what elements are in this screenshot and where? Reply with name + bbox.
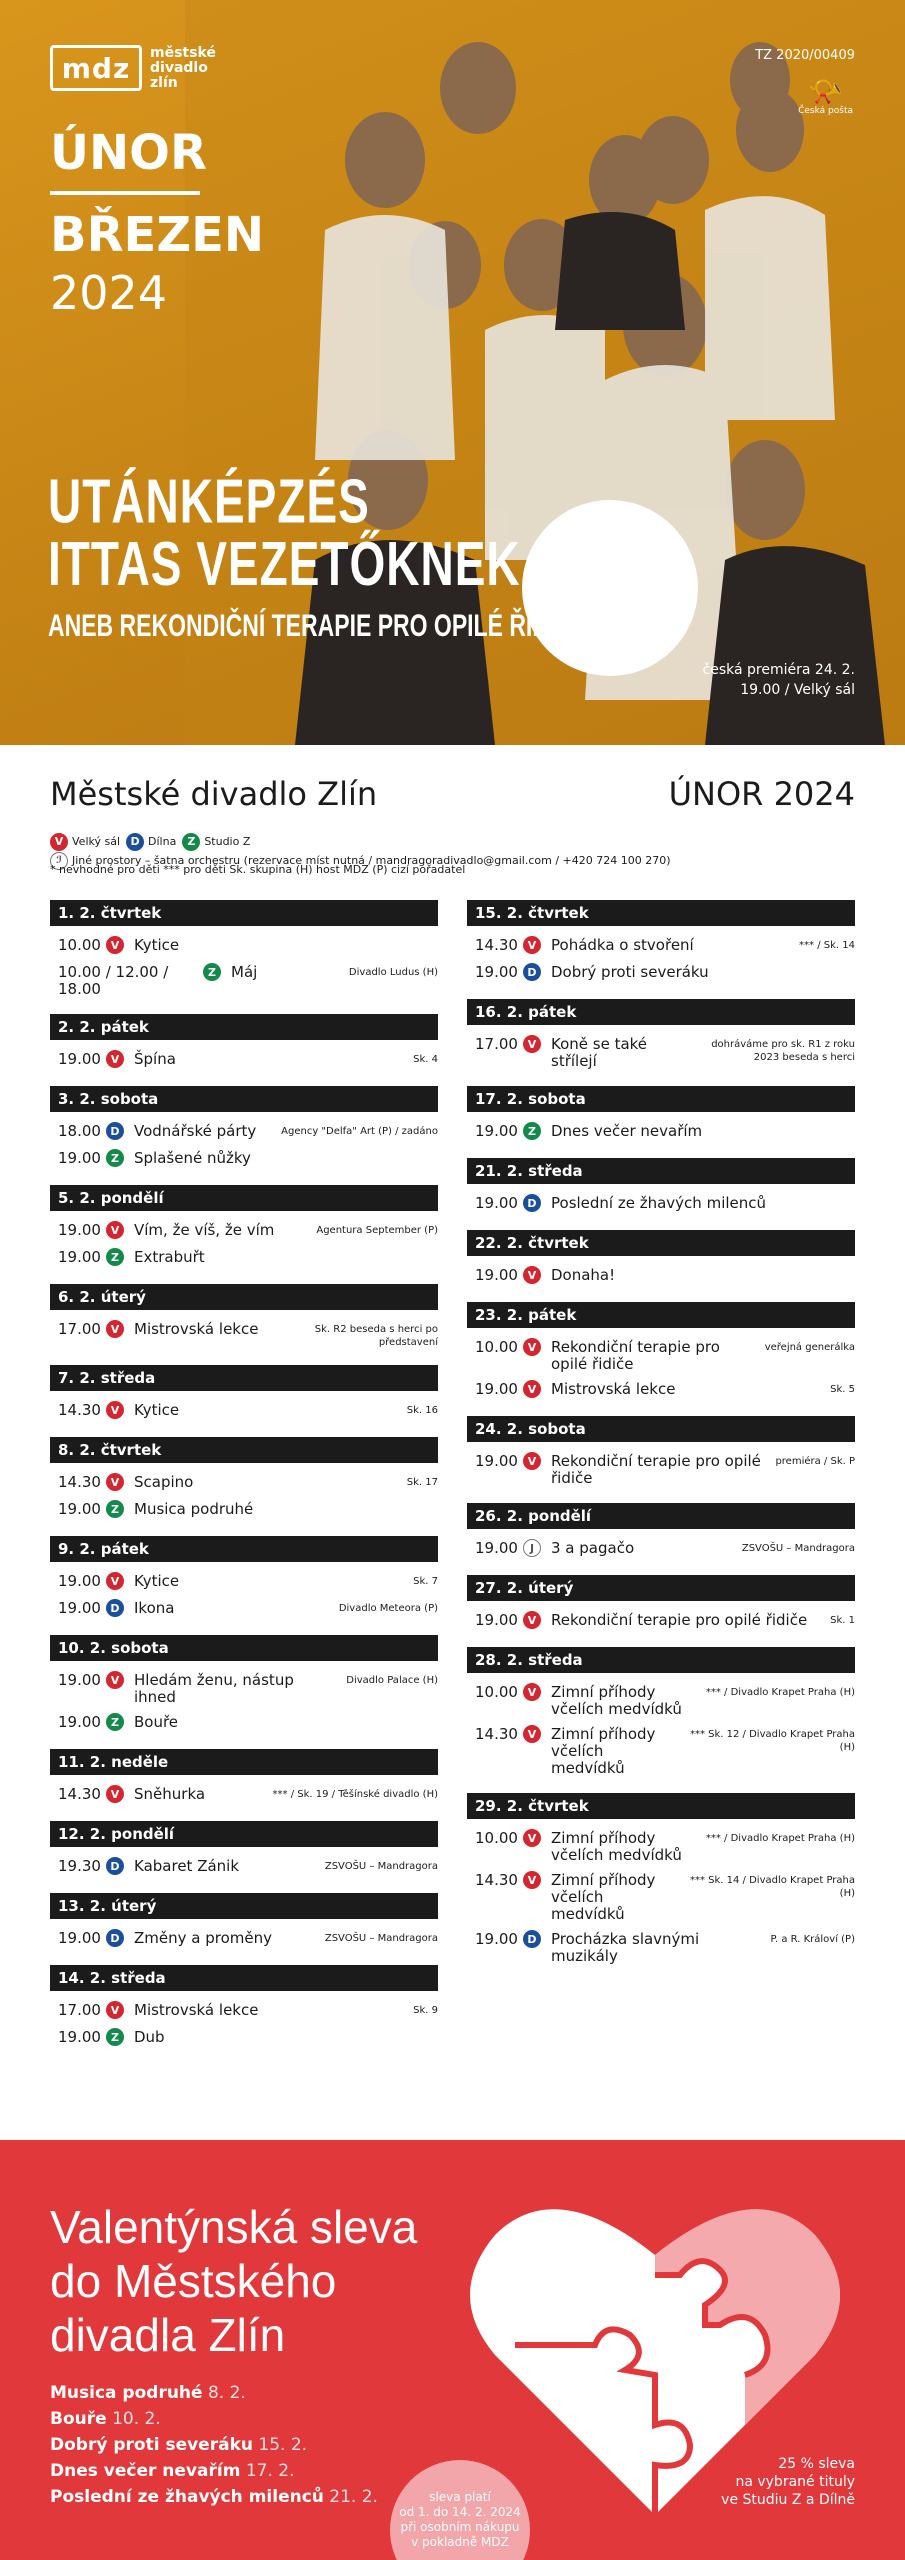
venue-badge-icon: V xyxy=(106,1221,124,1239)
event-title: Procházka slavnými muzikály xyxy=(551,1930,700,1965)
show-title: UTÁNKÉPZÉS ITTAS VEZETŐKNEK ANEB REKONDIČNÍ TERAPIE PRO OPILÉ ŘIDIČE xyxy=(48,465,588,643)
event-row xyxy=(467,1536,855,1563)
event-title: Bouře xyxy=(134,1713,179,1731)
day-block xyxy=(467,900,855,987)
venue-badge-icon: V xyxy=(50,833,68,851)
promo-date: 21. 2. xyxy=(329,2487,378,2507)
event-time: 10.00 xyxy=(475,1829,518,1847)
event-note: *** / Divadlo Krapet Praha (H) xyxy=(705,1687,855,1698)
day-block xyxy=(467,1230,855,1290)
promo-title: Poslední ze žhavých milenců xyxy=(50,2487,324,2507)
event-row xyxy=(467,960,855,987)
event-row xyxy=(50,1596,438,1623)
legend-label: Jiné prostory – šatna orchestru (rezervace míst nutná / mandragoradivadlo@gmail.com / +420 724 100 270) xyxy=(72,854,671,867)
divider xyxy=(50,191,200,195)
promo-title: Dnes večer nevařím xyxy=(50,2461,241,2481)
day-block xyxy=(467,1793,855,1969)
event-title: Kabaret Zánik xyxy=(134,1857,240,1875)
event-time: 14.30 xyxy=(475,936,518,954)
tz-number: TZ 2020/00409 xyxy=(755,48,855,63)
day-header: 12. 2. pondělí xyxy=(50,1821,438,1847)
venue-badge-icon: ℐ xyxy=(50,852,68,870)
venue-badge-icon: D xyxy=(106,1857,124,1875)
day-block xyxy=(50,1086,438,1173)
event-row xyxy=(50,1047,438,1074)
logo-mark: mdz xyxy=(50,45,142,91)
event-note: *** / Divadlo Krapet Praha (H) xyxy=(705,1833,855,1844)
event-title: Špína xyxy=(134,1050,176,1068)
venue-badge-icon: V xyxy=(106,1401,124,1419)
venue-badge-icon: V xyxy=(523,1871,541,1889)
promo-date: 17. 2. xyxy=(245,2461,295,2481)
event-row xyxy=(467,1680,855,1722)
event-time: 10.00 xyxy=(475,1683,518,1701)
event-note: *** / Sk. 14 xyxy=(799,940,855,951)
event-title: Rekondiční terapie pro opilé řidiče xyxy=(551,1452,761,1487)
event-title: Zimní příhody včelích medvídků xyxy=(551,1871,656,1923)
valentine-promo xyxy=(0,2140,905,2560)
day-header: 29. 2. čtvrtek xyxy=(467,1793,855,1819)
event-note: *** / Sk. 19 / Těšínské divadlo (H) xyxy=(272,1789,438,1800)
event-time: 17.00 xyxy=(58,2001,101,2019)
event-row xyxy=(50,2025,438,2052)
event-row xyxy=(467,1119,855,1146)
event-time: 19.00 xyxy=(475,1452,518,1470)
mdz-logo xyxy=(50,45,216,91)
promo-item xyxy=(50,2380,378,2406)
month-february: ÚNOR xyxy=(50,125,207,181)
ceska-posta-logo: 📯 Česká pošta xyxy=(798,75,853,116)
event-title: Extrabuřt xyxy=(134,1248,205,1266)
event-note: premiéra / Sk. P xyxy=(775,1456,855,1467)
event-note: *** Sk. 14 / Divadlo Krapet Praha (H) xyxy=(689,1875,855,1899)
venue-badge-icon: Z xyxy=(523,1122,541,1140)
day-header: 10. 2. sobota xyxy=(50,1635,438,1661)
promo-item xyxy=(50,2484,378,2510)
venue-badge-icon: Z xyxy=(182,833,200,851)
event-row xyxy=(50,1218,438,1245)
day-block xyxy=(50,1749,438,1809)
event-title: 3 a pagačo xyxy=(551,1539,635,1557)
event-title: Scapino xyxy=(134,1473,194,1491)
event-title: Kytice xyxy=(134,1572,180,1590)
event-row xyxy=(50,1398,438,1425)
event-title: Dobrý proti severáku xyxy=(551,963,709,981)
event-title: Sněhurka xyxy=(134,1785,206,1803)
promo-item xyxy=(50,2406,378,2432)
event-time: 19.00 xyxy=(475,1194,518,1212)
promo-date: 10. 2. xyxy=(112,2409,161,2429)
event-note: ZSVOŠU – Mandragora xyxy=(324,1861,438,1872)
event-note: dohráváme pro sk. R1 z roku 2023 beseda s herci xyxy=(711,1039,855,1063)
event-time: 19.00 xyxy=(58,1599,101,1617)
event-time: 18.00 xyxy=(58,1122,101,1140)
event-time: 10.00 xyxy=(475,1338,518,1356)
event-row xyxy=(467,1032,855,1074)
day-header: 9. 2. pátek xyxy=(50,1536,438,1562)
event-title: Hledám ženu, nástup ihned xyxy=(134,1671,294,1706)
program-section xyxy=(0,745,905,2140)
legend-label: Studio Z xyxy=(204,835,251,848)
season-heading xyxy=(50,125,264,323)
season-year: 2024 xyxy=(50,266,168,320)
venue-badge-icon: D xyxy=(106,1122,124,1140)
venue-badge-icon: V xyxy=(106,1320,124,1338)
day-block xyxy=(50,1635,438,1737)
event-note: Sk. 17 xyxy=(406,1477,438,1488)
discount-text: 25 % sleva na vybrané tituly ve Studiu Z a Dílně xyxy=(721,2456,855,2508)
day-header: 5. 2. pondělí xyxy=(50,1185,438,1211)
event-time: 19.00 xyxy=(475,963,518,981)
venue-badge-icon: D xyxy=(126,833,144,851)
day-header: 13. 2. úterý xyxy=(50,1893,438,1919)
event-row xyxy=(467,1263,855,1290)
event-row xyxy=(467,1826,855,1868)
event-time: 14.30 xyxy=(58,1401,101,1419)
venue-badge-icon: V xyxy=(523,1829,541,1847)
venue-badge-icon: V xyxy=(523,1725,541,1743)
post-horn-icon: 📯 xyxy=(808,75,843,108)
promo-title: Bouře xyxy=(50,2409,107,2429)
promo-item xyxy=(50,2458,378,2484)
event-title: Zimní příhody včelích medvídků xyxy=(551,1725,656,1777)
event-time: 19.00 xyxy=(58,1050,101,1068)
day-header: 1. 2. čtvrtek xyxy=(50,900,438,926)
day-block xyxy=(50,1965,438,2052)
event-row xyxy=(50,1317,438,1353)
event-note: Divadlo Ludus (H) xyxy=(348,967,438,978)
hero-banner xyxy=(0,0,905,745)
event-row xyxy=(50,1710,438,1737)
venue-badge-icon: V xyxy=(106,2001,124,2019)
legend-item xyxy=(126,833,176,851)
venue-badge-icon: J xyxy=(523,1539,541,1557)
day-header: 8. 2. čtvrtek xyxy=(50,1437,438,1463)
day-block xyxy=(50,1893,438,1953)
event-row xyxy=(50,1668,438,1710)
promo-title: Valentýnská sleva do Městského divadla Zlín xyxy=(50,2201,418,2361)
event-time: 10.00 xyxy=(58,936,101,954)
discount-validity-badge: sleva platí od 1. do 14. 2. 2024 při osobním nákupu v pokladně MDZ xyxy=(390,2460,530,2560)
legend-item xyxy=(182,833,250,851)
promo-date: 8. 2. xyxy=(207,2383,246,2403)
event-time: 19.00 xyxy=(58,2028,101,2046)
event-title: Mistrovská lekce xyxy=(551,1380,676,1398)
event-note: Sk. 1 xyxy=(830,1615,855,1626)
program-month: ÚNOR 2024 xyxy=(668,775,855,813)
event-row xyxy=(50,1926,438,1953)
legend-label: Dílna xyxy=(148,835,177,848)
event-title: Kytice xyxy=(134,936,180,954)
day-block xyxy=(467,1158,855,1218)
event-title: Rekondiční terapie pro opilé řidiče xyxy=(551,1338,720,1373)
event-title: Mistrovská lekce xyxy=(134,1320,259,1338)
day-block xyxy=(467,1647,855,1781)
event-time: 19.00 xyxy=(475,1122,518,1140)
venue-name: Městské divadlo Zlín xyxy=(50,775,378,813)
event-note: Sk. R2 beseda s herci po představení xyxy=(314,1324,438,1348)
promo-title: Musica podruhé xyxy=(50,2383,203,2403)
day-header: 14. 2. středa xyxy=(50,1965,438,1991)
event-time: 19.00 xyxy=(475,1266,518,1284)
event-note: Sk. 4 xyxy=(413,1054,438,1065)
event-row xyxy=(467,1335,855,1377)
event-row xyxy=(50,1782,438,1809)
event-row xyxy=(50,1854,438,1881)
day-block xyxy=(50,900,438,1002)
venue-badge-icon: Z xyxy=(203,963,221,981)
event-note: Agency "Delfa" Art (P) / zadáno xyxy=(281,1126,438,1137)
event-row xyxy=(50,1497,438,1524)
event-title: Zimní příhody včelích medvídků xyxy=(551,1829,682,1864)
venue-badge-icon: V xyxy=(523,1452,541,1470)
day-header: 6. 2. úterý xyxy=(50,1284,438,1310)
event-note: Sk. 5 xyxy=(830,1384,855,1395)
day-block xyxy=(467,1503,855,1563)
venue-badge-icon: V xyxy=(523,1611,541,1629)
day-block xyxy=(50,1185,438,1272)
event-row xyxy=(50,1998,438,2025)
event-time: 19.30 xyxy=(58,1857,101,1875)
event-note: Divadlo Meteora (P) xyxy=(338,1603,438,1614)
event-row xyxy=(467,1377,855,1404)
day-header: 3. 2. sobota xyxy=(50,1086,438,1112)
venue-badge-icon: V xyxy=(106,1572,124,1590)
day-header: 27. 2. úterý xyxy=(467,1575,855,1601)
event-row xyxy=(50,1470,438,1497)
venue-badge-icon: Z xyxy=(106,2028,124,2046)
event-title: Donaha! xyxy=(551,1266,616,1284)
event-row xyxy=(50,1245,438,1272)
event-title: Mistrovská lekce xyxy=(134,2001,259,2019)
event-time: 19.00 xyxy=(475,1539,518,1557)
venue-badge-icon: D xyxy=(106,1599,124,1617)
day-header: 28. 2. středa xyxy=(467,1647,855,1673)
event-title: Změny a proměny xyxy=(134,1929,272,1947)
event-time: 19.00 xyxy=(58,1149,101,1167)
day-header: 24. 2. sobota xyxy=(467,1416,855,1442)
day-block xyxy=(467,1086,855,1146)
event-row xyxy=(467,1449,855,1491)
event-row xyxy=(467,1722,855,1781)
promo-item xyxy=(50,2432,378,2458)
event-title: Pohádka o stvoření xyxy=(551,936,694,954)
venue-badge-icon: V xyxy=(106,1050,124,1068)
event-row xyxy=(467,1608,855,1635)
event-title: Máj xyxy=(231,963,258,981)
day-header: 22. 2. čtvrtek xyxy=(467,1230,855,1256)
event-time: 19.00 xyxy=(58,1713,101,1731)
event-time: 17.00 xyxy=(475,1035,518,1053)
program-header xyxy=(50,775,855,813)
event-time: 19.00 xyxy=(58,1500,101,1518)
event-row xyxy=(50,933,438,960)
venue-badge-icon: V xyxy=(106,1473,124,1491)
event-time: 19.00 xyxy=(58,1572,101,1590)
logo-text: městské divadlo zlín xyxy=(150,44,216,91)
day-block xyxy=(50,1284,438,1353)
day-block xyxy=(50,1536,438,1623)
event-title: Vodnářské párty xyxy=(134,1122,257,1140)
event-title: Kytice xyxy=(134,1401,180,1419)
event-time: 14.30 xyxy=(58,1473,101,1491)
event-note: Sk. 7 xyxy=(413,1576,438,1587)
event-note: Sk. 9 xyxy=(413,2005,438,2016)
event-row xyxy=(467,1868,855,1927)
day-block xyxy=(50,1437,438,1524)
venue-badge-icon: V xyxy=(523,1266,541,1284)
day-header: 7. 2. středa xyxy=(50,1365,438,1391)
day-header: 11. 2. neděle xyxy=(50,1749,438,1775)
event-title: Zimní příhody včelích medvídků xyxy=(551,1683,682,1718)
venue-badge-icon: V xyxy=(106,1671,124,1689)
day-block xyxy=(467,1416,855,1491)
day-block xyxy=(467,999,855,1074)
event-time: 19.00 xyxy=(475,1611,518,1629)
symbol-legend: * nevhodné pro děti *** pro děti Sk. skupina (H) host MDZ (P) cizí pořadatel xyxy=(50,863,466,876)
event-note: Sk. 16 xyxy=(406,1405,438,1416)
event-note: *** Sk. 12 / Divadlo Krapet Praha (H) xyxy=(689,1729,855,1753)
event-row xyxy=(467,933,855,960)
venue-badge-icon: V xyxy=(106,936,124,954)
day-block xyxy=(50,1821,438,1881)
event-time: 19.00 xyxy=(58,1929,101,1947)
event-note: Divadlo Palace (H) xyxy=(346,1675,438,1686)
venue-badge-icon: D xyxy=(106,1929,124,1947)
event-title: Koně se také střílejí xyxy=(551,1035,648,1070)
event-time: 19.00 xyxy=(58,1248,101,1266)
day-header: 16. 2. pátek xyxy=(467,999,855,1025)
event-title: Rekondiční terapie pro opilé řidiče xyxy=(551,1611,808,1629)
event-title: Musica podruhé xyxy=(134,1500,254,1518)
event-row xyxy=(467,1191,855,1218)
event-note: veřejná generálka xyxy=(764,1342,855,1353)
event-time: 14.30 xyxy=(475,1725,518,1743)
event-title: Dub xyxy=(134,2028,165,2046)
venue-badge-icon: Z xyxy=(106,1713,124,1731)
event-row xyxy=(50,1569,438,1596)
venue-badge-icon: Z xyxy=(106,1500,124,1518)
event-note: P. a R. Královí (P) xyxy=(770,1934,855,1945)
event-title: Poslední ze žhavých milenců xyxy=(551,1194,767,1212)
event-row xyxy=(467,1927,855,1969)
event-row xyxy=(50,1119,438,1146)
event-time: 14.30 xyxy=(475,1871,518,1889)
day-header: 26. 2. pondělí xyxy=(467,1503,855,1529)
venue-badge-icon: D xyxy=(523,963,541,981)
day-header: 2. 2. pátek xyxy=(50,1014,438,1040)
event-note: ZSVOŠU – Mandragora xyxy=(741,1543,855,1554)
day-block xyxy=(467,1302,855,1404)
venue-badge-icon: V xyxy=(523,936,541,954)
venue-badge-icon: D xyxy=(523,1930,541,1948)
premiere-info: česká premiéra 24. 2. 19.00 / Velký sál xyxy=(702,662,855,698)
day-block xyxy=(50,1365,438,1425)
schedule-left-column xyxy=(50,900,438,2064)
event-row xyxy=(50,1146,438,1173)
day-header: 17. 2. sobota xyxy=(467,1086,855,1112)
day-header: 23. 2. pátek xyxy=(467,1302,855,1328)
event-time: 10.00 / 12.00 / 18.00 xyxy=(58,963,169,998)
promo-title: Dobrý proti severáku xyxy=(50,2435,253,2455)
venue-badge-icon: D xyxy=(523,1194,541,1212)
venue-badge-icon: V xyxy=(523,1035,541,1053)
venue-badge-icon: V xyxy=(523,1338,541,1356)
event-title: Splašené nůžky xyxy=(134,1149,251,1167)
venue-badge-icon: V xyxy=(523,1683,541,1701)
promo-list xyxy=(50,2380,378,2510)
event-time: 14.30 xyxy=(58,1785,101,1803)
schedule-right-column xyxy=(467,900,855,1981)
venue-badge-icon: Z xyxy=(106,1248,124,1266)
event-title: Dnes večer nevařím xyxy=(551,1122,703,1140)
event-note: ZSVOŠU – Mandragora xyxy=(324,1933,438,1944)
month-march: BŘEZEN xyxy=(50,207,265,263)
promo-date: 15. 2. xyxy=(258,2435,308,2455)
legend-item xyxy=(50,833,120,851)
event-time: 17.00 xyxy=(58,1320,101,1338)
day-block xyxy=(467,1575,855,1635)
venue-badge-icon: Z xyxy=(106,1149,124,1167)
event-time: 19.00 xyxy=(475,1380,518,1398)
event-row xyxy=(50,960,438,1002)
day-header: 21. 2. středa xyxy=(467,1158,855,1184)
event-title: Ikona xyxy=(134,1599,175,1617)
day-header: 15. 2. čtvrtek xyxy=(467,900,855,926)
venue-badge-icon: V xyxy=(106,1785,124,1803)
event-time: 19.00 xyxy=(475,1930,518,1948)
event-time: 19.00 xyxy=(58,1671,101,1689)
event-note: Agentura September (P) xyxy=(316,1225,438,1236)
legend-label: Velký sál xyxy=(72,835,121,848)
event-title: Vím, že víš, že vím xyxy=(134,1221,275,1239)
event-time: 19.00 xyxy=(58,1221,101,1239)
venue-badge-icon: V xyxy=(523,1380,541,1398)
day-block xyxy=(50,1014,438,1074)
